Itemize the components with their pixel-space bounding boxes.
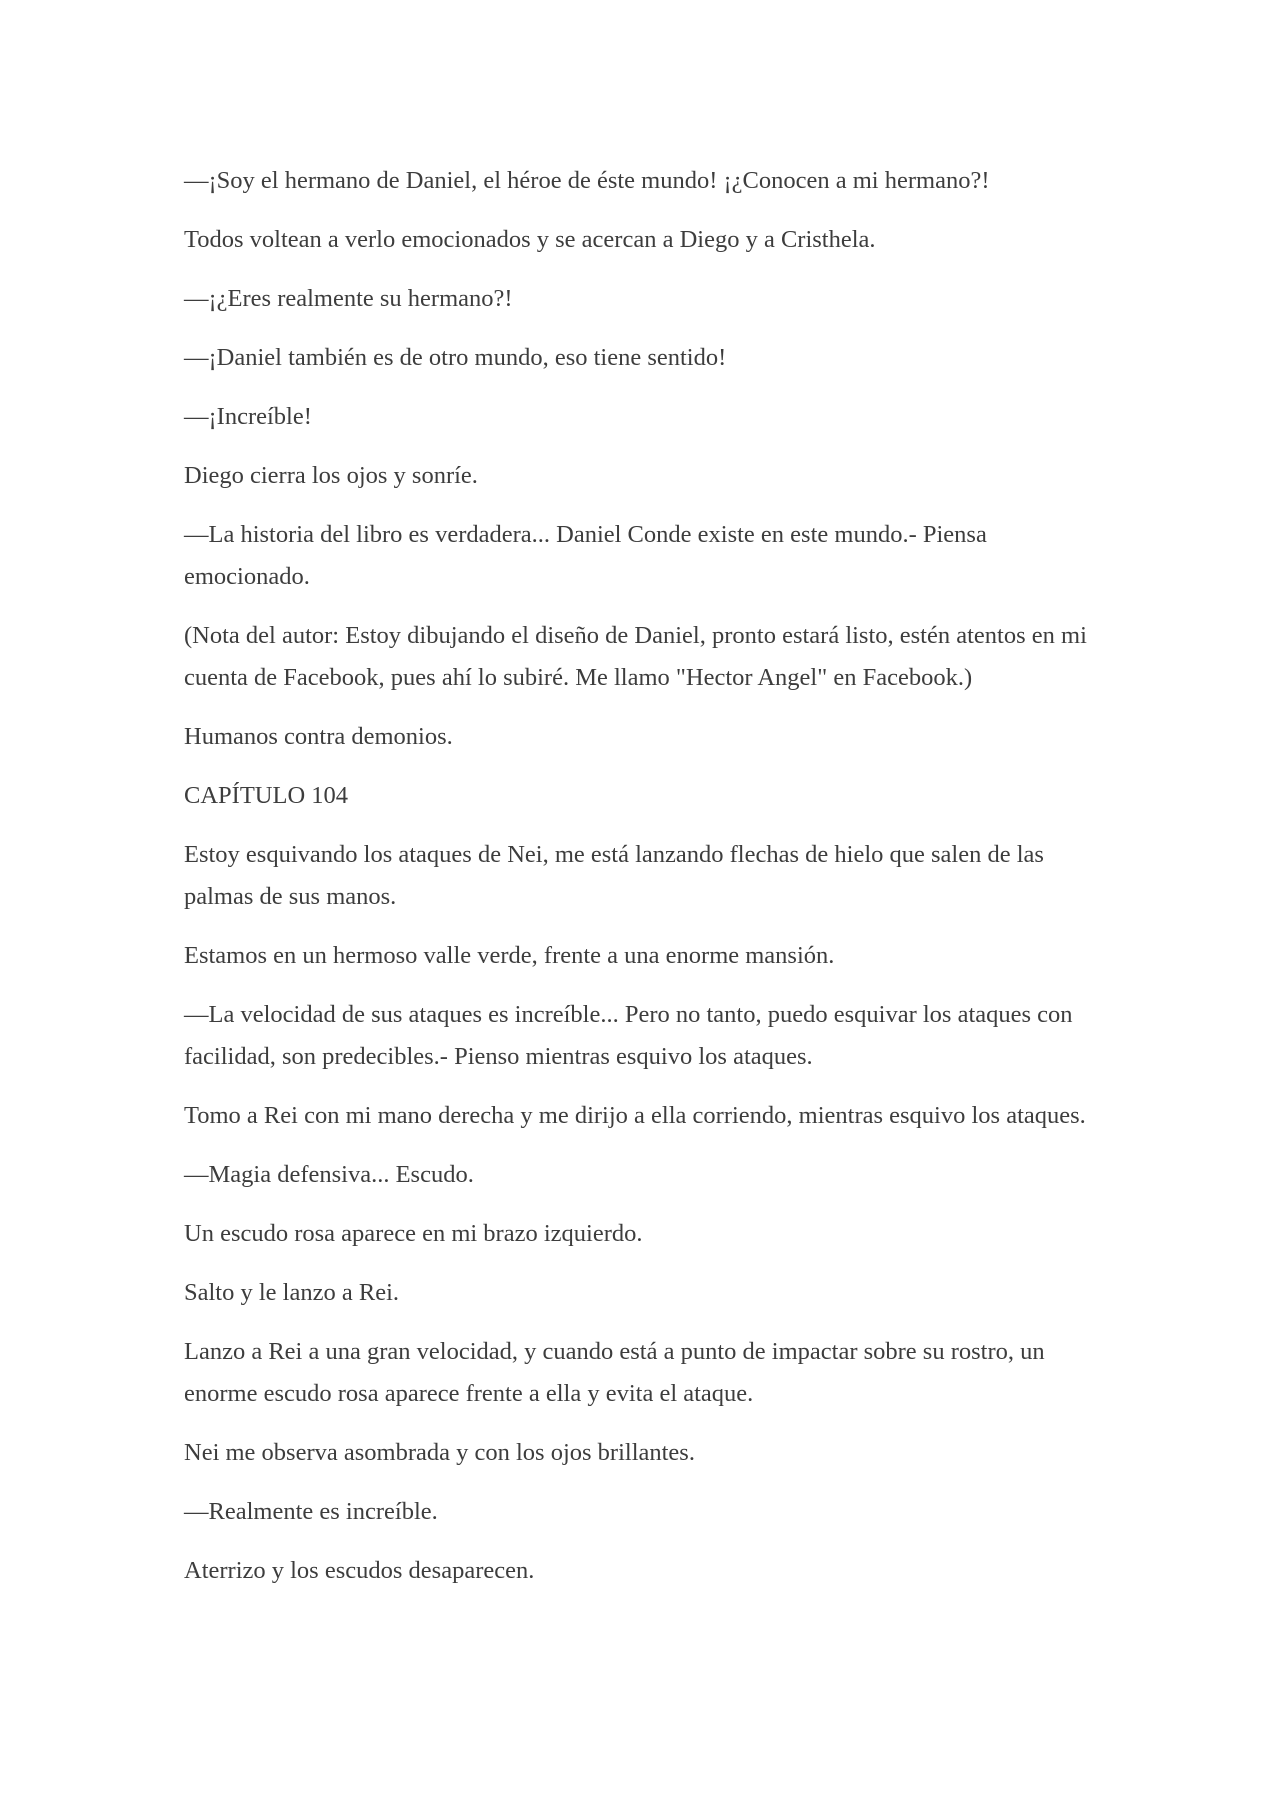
- narration-line: Nei me observa asombrada y con los ojos brillantes.: [184, 1439, 695, 1466]
- narration-line: Estoy esquivando los ataques de Nei, me está lanzando flechas de hielo que salen de las palmas de sus manos.: [184, 841, 1044, 910]
- narration-line: Estamos en un hermoso valle verde, frente a una enorme mansión.: [184, 942, 835, 969]
- dialogue-line: —¡Soy el hermano de Daniel, el héroe de éste mundo! ¡¿Conocen a mi hermano?!: [184, 167, 990, 194]
- narration-line: Aterrizo y los escudos desaparecen.: [184, 1557, 535, 1584]
- section-title: Humanos contra demonios.: [184, 723, 453, 750]
- narration-line: Un escudo rosa aparece en mi brazo izquierdo.: [184, 1220, 643, 1247]
- narration-line: Todos voltean a verlo emocionados y se acercan a Diego y a Cristhela.: [184, 226, 876, 253]
- dialogue-line: —Realmente es increíble.: [184, 1498, 438, 1525]
- chapter-heading: CAPÍTULO 104: [184, 782, 349, 809]
- narration-line: Diego cierra los ojos y sonríe.: [184, 462, 478, 489]
- dialogue-line: —Magia defensiva... Escudo.: [184, 1161, 474, 1188]
- narration-line: Tomo a Rei con mi mano derecha y me dirijo a ella corriendo, mientras esquivo los ataques.: [184, 1102, 1086, 1129]
- narration-line: Salto y le lanzo a Rei.: [184, 1279, 399, 1306]
- author-note: (Nota del autor: Estoy dibujando el diseño de Daniel, pronto estará listo, estén atentos en mi cuenta de Facebook, pues ahí lo subiré. Me llamo "Hector Angel" en Facebook.): [184, 622, 1087, 691]
- dialogue-line: —La velocidad de sus ataques es increíble... Pero no tanto, puedo esquivar los ataques con facilidad, son predecibles.- Pienso mientras esquivo los ataques.: [184, 1001, 1073, 1070]
- dialogue-line: —¡Increíble!: [184, 403, 312, 430]
- narration-line: Lanzo a Rei a una gran velocidad, y cuando está a punto de impactar sobre su rostro, un enorme escudo rosa aparece frente a ella y evita el ataque.: [184, 1338, 1045, 1407]
- document-page: [184, 160, 1104, 1609]
- dialogue-line: —La historia del libro es verdadera... Daniel Conde existe en este mundo.- Piensa emocionado.: [184, 521, 987, 590]
- dialogue-line: —¡¿Eres realmente su hermano?!: [184, 285, 513, 312]
- dialogue-line: —¡Daniel también es de otro mundo, eso tiene sentido!: [184, 344, 727, 371]
